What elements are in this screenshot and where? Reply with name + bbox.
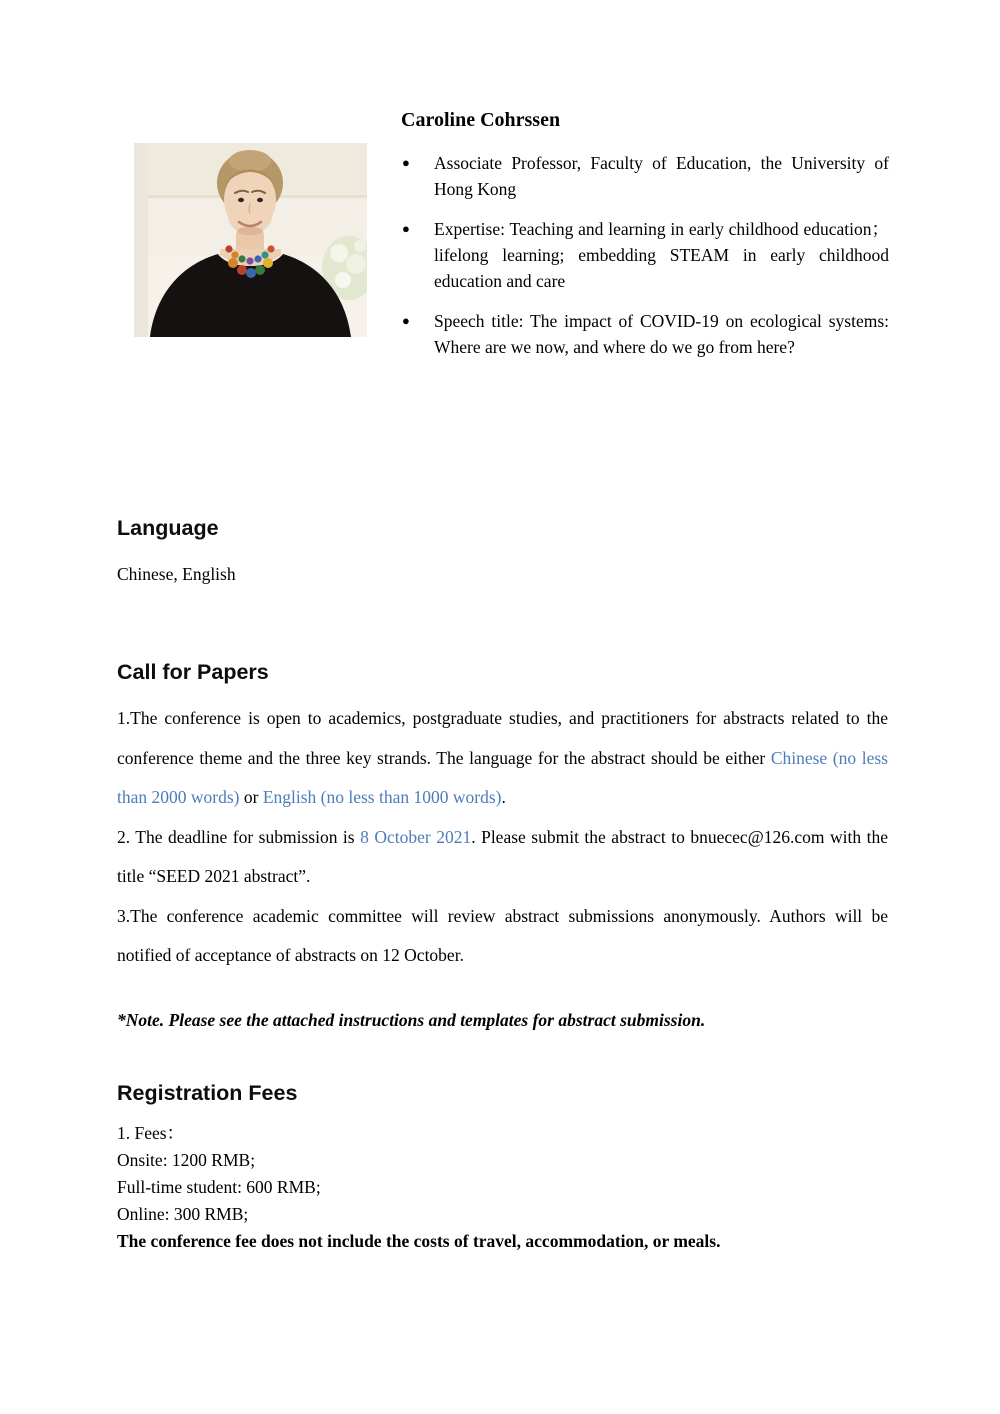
language-heading: Language xyxy=(117,516,219,540)
cfp-paragraph-2 xyxy=(117,818,888,897)
bullet-icon: ● xyxy=(402,313,410,328)
cfp-paragraph-1 xyxy=(117,699,888,818)
profile-name: Caroline Cohrssen xyxy=(401,109,561,131)
fee-exclusion-note: The conference fee does not include the costs of travel, accommodation, or meals. xyxy=(117,1231,721,1251)
profile-bullets xyxy=(401,150,889,374)
fee-line-fees: 1. Fees： xyxy=(117,1123,185,1143)
bullet-icon: ● xyxy=(402,155,410,170)
registration-fees-body xyxy=(117,1120,888,1255)
text-run: . xyxy=(501,787,506,807)
highlighted-text-run: Chinese (no less than 2000 words) xyxy=(117,747,888,807)
abstract-submission-note: *Note. Please see the attached instructions and templates for abstract submission. xyxy=(117,1010,706,1030)
highlighted-text-run: 8 October 2021 xyxy=(360,826,472,847)
text-run: 3.The conference academic committee will review abstract submissions anonymously. Authors will be notified of acceptance of abstracts on 12 October. xyxy=(117,905,888,965)
language-body: Chinese, English xyxy=(117,564,236,584)
profile-bullet-text: Expertise: Teaching and learning in early childhood education；lifelong learning; embedding STEAM in early childhood education and care xyxy=(434,219,889,291)
profile-bullet-item xyxy=(401,308,889,360)
fee-line-student: Full-time student: 600 RMB; xyxy=(117,1177,321,1197)
cfp-paragraph-3 xyxy=(117,897,888,976)
text-run: 2. The deadline for submission is xyxy=(117,826,361,847)
fee-line-online: Online: 300 RMB; xyxy=(117,1204,249,1224)
profile-bullet-text: Associate Professor, Faculty of Education, the University of Hong Kong xyxy=(434,153,889,199)
text-run: . Please submit the abstract to bnuecec@126.com with the title “SEED 2021 abstract”. xyxy=(117,826,888,886)
profile-bullet-text: Speech title: The impact of COVID-19 on ecological systems: Where are we now, and where do we go from here? xyxy=(434,311,889,357)
highlighted-text-run: English (no less than 1000 words) xyxy=(262,787,502,807)
profile-bullet-item xyxy=(401,150,889,202)
fee-line-onsite: Onsite: 1200 RMB; xyxy=(117,1150,256,1170)
text-run: or xyxy=(239,787,263,807)
bullet-icon: ● xyxy=(402,221,410,236)
profile-photo xyxy=(134,143,367,337)
registration-fees-heading: Registration Fees xyxy=(117,1081,298,1105)
portrait-illustration xyxy=(134,143,367,337)
call-for-papers-heading: Call for Papers xyxy=(117,660,269,684)
profile-bullet-item xyxy=(401,216,889,294)
call-for-papers-body xyxy=(117,699,888,976)
text-run: 1.The conference is open to academics, postgraduate studies, and practitioners for abstracts related to the conference theme and the three key strands. The language for the abstract should be either xyxy=(117,708,888,768)
